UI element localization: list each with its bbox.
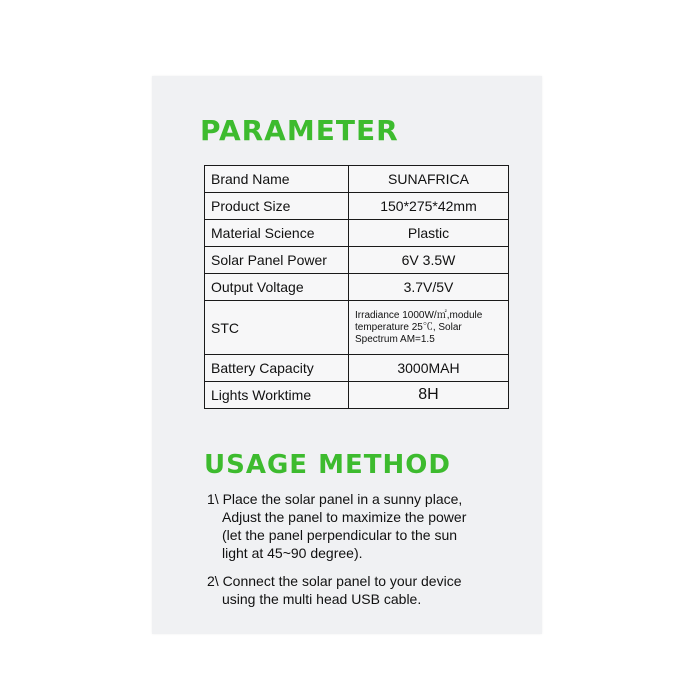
param-key: Material Science bbox=[205, 220, 349, 247]
param-value: 8H bbox=[349, 382, 509, 409]
param-value: 3000MAH bbox=[349, 355, 509, 382]
table-row bbox=[205, 166, 509, 193]
param-value: Irradiance 1000W/㎡,module temperature 25℃, Solar Spectrum AM=1.5 bbox=[349, 301, 509, 355]
table-row bbox=[205, 220, 509, 247]
param-key: Battery Capacity bbox=[205, 355, 349, 382]
table-row bbox=[205, 193, 509, 220]
usage-step-text: light at 45~90 degree). bbox=[222, 545, 363, 561]
param-value: Plastic bbox=[349, 220, 509, 247]
usage-step-2 bbox=[207, 572, 537, 608]
param-key: Brand Name bbox=[205, 166, 349, 193]
parameter-sheet bbox=[152, 76, 542, 634]
param-key: Solar Panel Power bbox=[205, 247, 349, 274]
param-key: STC bbox=[205, 301, 349, 355]
usage-step-1 bbox=[207, 490, 537, 562]
parameter-table bbox=[204, 165, 509, 409]
table-row bbox=[205, 382, 509, 409]
param-key: Product Size bbox=[205, 193, 349, 220]
param-value: 150*275*42mm bbox=[349, 193, 509, 220]
table-row bbox=[205, 301, 509, 355]
param-value: 3.7V/5V bbox=[349, 274, 509, 301]
param-key: Output Voltage bbox=[205, 274, 349, 301]
param-value: 6V 3.5W bbox=[349, 247, 509, 274]
usage-step-text: 1\ Place the solar panel in a sunny place, bbox=[207, 491, 463, 507]
usage-step-text: Adjust the panel to maximize the power bbox=[222, 509, 467, 525]
table-row bbox=[205, 274, 509, 301]
param-key: Lights Worktime bbox=[205, 382, 349, 409]
usage-step-text: using the multi head USB cable. bbox=[222, 591, 422, 607]
parameter-heading: PARAMETER bbox=[200, 114, 399, 147]
param-value: SUNAFRICA bbox=[349, 166, 509, 193]
table-row bbox=[205, 247, 509, 274]
usage-method-heading: USAGE METHOD bbox=[204, 450, 451, 480]
usage-step-text: 2\ Connect the solar panel to your device bbox=[207, 573, 462, 589]
usage-step-text: (let the panel perpendicular to the sun bbox=[222, 527, 458, 543]
table-row bbox=[205, 355, 509, 382]
